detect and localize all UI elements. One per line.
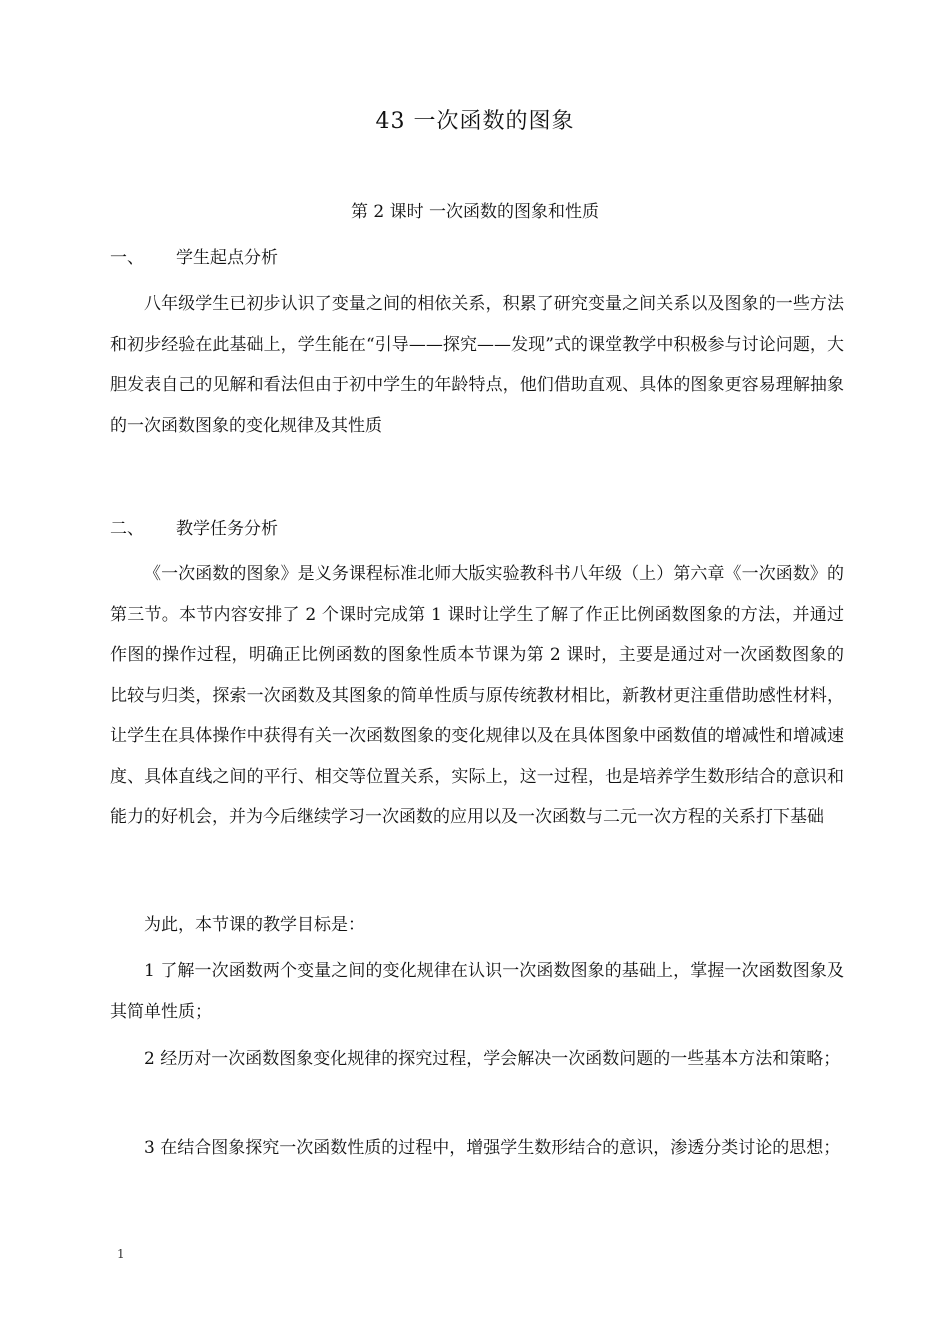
section-number: 一、 xyxy=(110,248,144,268)
section-title: 教学任务分析 xyxy=(176,519,278,539)
paragraph-objectives-intro: 为此，本节课的教学目标是： xyxy=(144,915,365,935)
section-heading-task-analysis xyxy=(110,514,278,539)
page-number: 1 xyxy=(117,1247,125,1261)
paragraph-student-analysis: 八年级学生已初步认识了变量之间的相依关系，积累了研究变量之间关系以及图象的一些方法和初步经验在此基础上，学生能在“引导——探究——发现”式的课堂教学中积极参与讨论问题，大胆发表自己的见解和看法但由于初中学生的年龄特点，他们借助直观、具体的图象更容易理解抽象的一次函数图象的变化规律及其性质 xyxy=(110,294,844,436)
document-title: 43 一次函数的图象 xyxy=(375,109,575,134)
section-number: 二、 xyxy=(110,519,144,539)
section-heading-student-analysis xyxy=(110,243,278,268)
objective-item-3: 3 在结合图象探究一次函数性质的过程中，增强学生数形结合的意识，渗透分类讨论的思想； xyxy=(144,1138,841,1158)
objective-item-1: 1 了解一次函数两个变量之间的变化规律在认识一次函数图象的基础上，掌握一次函数图象及其简单性质； xyxy=(110,961,844,1022)
lesson-subtitle: 第 2 课时 一次函数的图象和性质 xyxy=(350,202,600,222)
objective-item-2: 2 经历对一次函数图象变化规律的探究过程，学会解决一次函数问题的一些基本方法和策略； xyxy=(144,1049,841,1069)
section-title: 学生起点分析 xyxy=(176,248,278,268)
paragraph-task-analysis: 《一次函数的图象》是义务课程标准北师大版实验教科书八年级（上）第六章《一次函数》的第三节。本节内容安排了 2 个课时完成第 1 课时让学生了解了作正比例函数图象的方法，并通过作图的操作过程，明确正比例函数的图象性质本节课为第 2 课时，主要是通过对一次函数图象的比较与归类，探索一次函数及其图象的简单性质与原传统教材相比，新教材更注重借助感性材料，让学生在具体操作中获得有关一次函数图象的变化规律以及在具体图象中函数值的增减性和增减速度、具体直线之间的平行、相交等位置关系，实际上，这一过程，也是培养学生数形结合的意识和能力的好机会，并为今后继续学习一次函数的应用以及一次函数与二元一次方程的关系打下基础 xyxy=(110,564,844,827)
